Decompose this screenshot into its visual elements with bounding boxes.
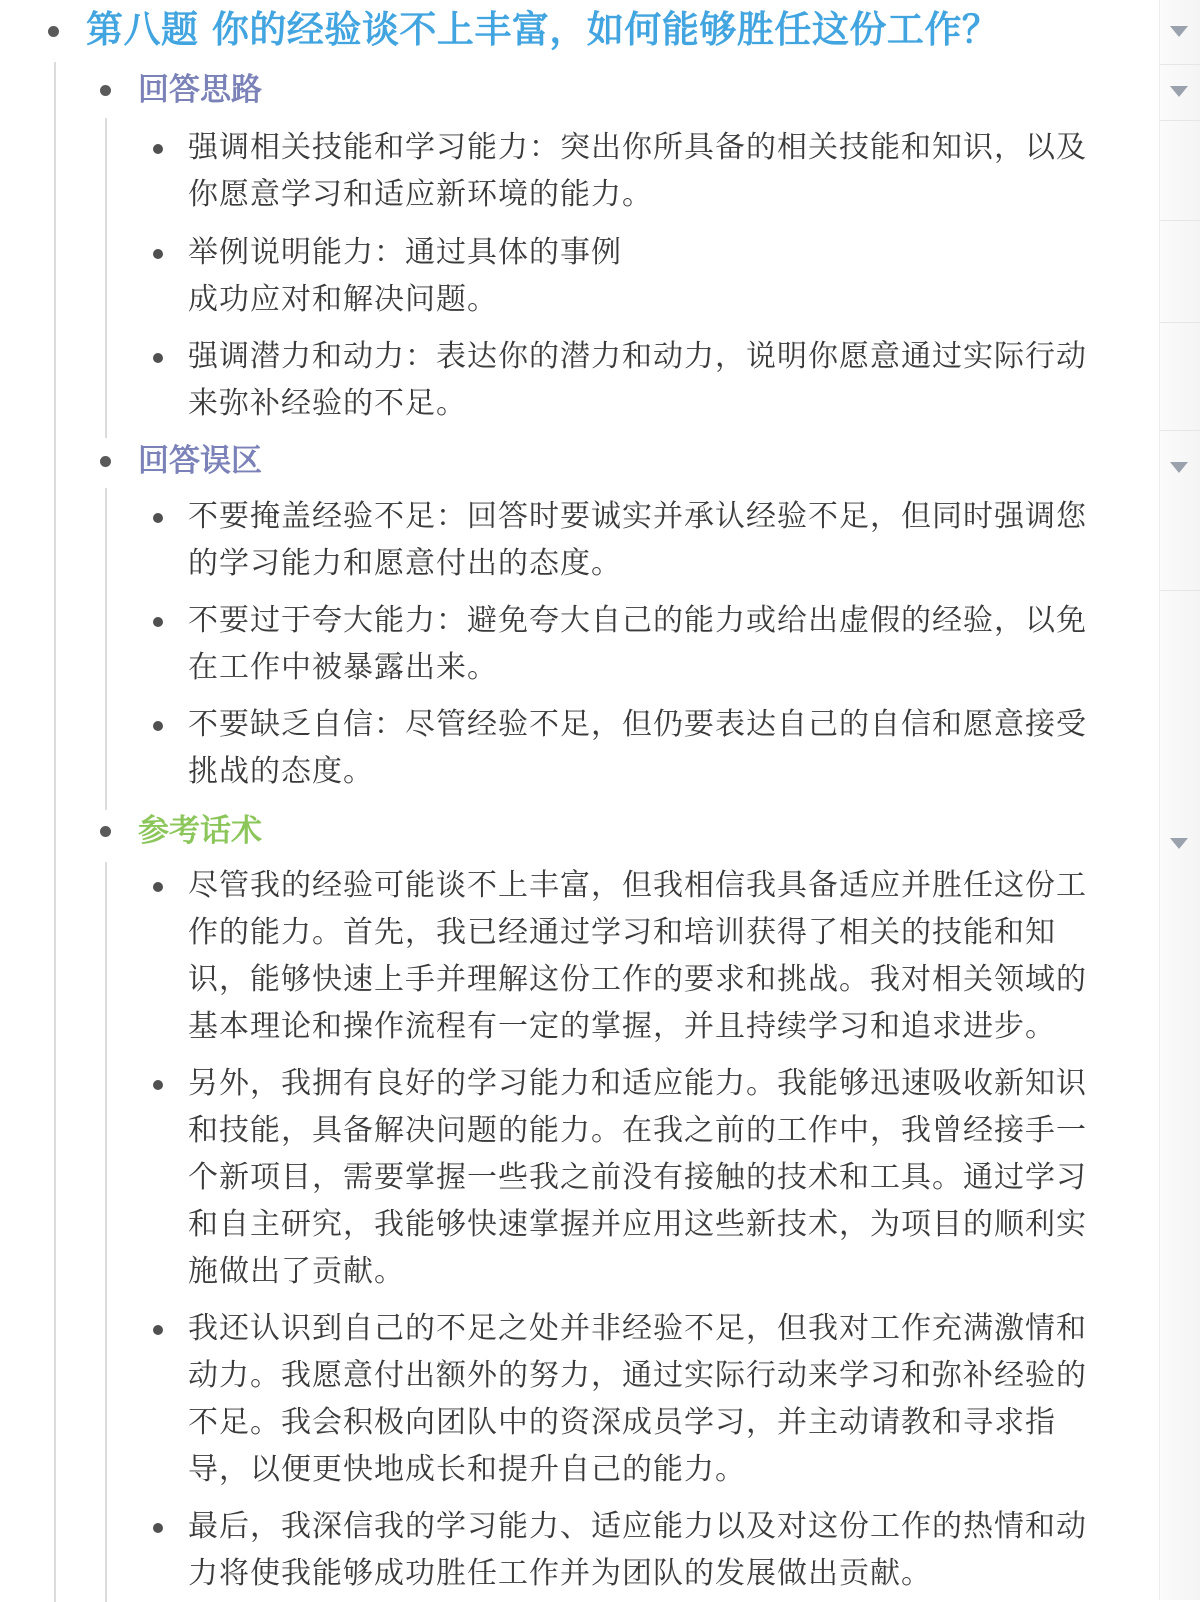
collapse-question-toggle-icon[interactable] [1170,26,1188,37]
gutter-divider [1160,430,1200,431]
tree-guide-line [105,488,107,810]
collapse-section-2-toggle-icon[interactable] [1170,462,1188,473]
section-bullet [100,826,111,837]
gutter-divider [1160,120,1200,121]
list-item-continuation: 成功应对和解决问题。 [188,282,498,317]
list-item[interactable]: 不要掩盖经验不足：回答时要诚实并承认经验不足，但同时强调您的学习能力和愿意付出的态度。 [188,499,1087,581]
tree-guide-line [105,118,107,438]
collapse-section-1-toggle-icon[interactable] [1170,86,1188,97]
list-item[interactable]: 强调相关技能和学习能力：突出你所具备的相关技能和知识，以及你愿意学习和适应新环境的能力。 [188,130,1087,212]
tree-guide-line [54,62,56,1602]
section-bullet [100,456,111,467]
item-bullet [153,1080,163,1090]
item-bullet [153,513,163,523]
list-item[interactable]: 尽管我的经验可能谈不上丰富，但我相信我具备适应并胜任这份工作的能力。首先，我已经通过学习和培训获得了相关的技能和知识，能够快速上手并理解这份工作的要求和挑战。我对相关领域的基本理论和操作流程有一定的掌握，并且持续学习和追求进步。 [188,868,1087,1044]
item-bullet [153,353,163,363]
item-bullet [153,144,163,154]
item-bullet [153,882,163,892]
item-bullet [153,617,163,627]
item-bullet [153,249,163,259]
outline-gutter [1159,0,1200,1600]
gutter-divider [1160,220,1200,221]
section-title-answer-pitfalls[interactable]: 回答误区 [138,443,262,479]
collapse-section-3-toggle-icon[interactable] [1170,838,1188,849]
gutter-divider [1160,590,1200,591]
tree-guide-line [105,862,107,1602]
list-item[interactable]: 举例说明能力：通过具体的事例 [188,235,622,270]
item-bullet [153,721,163,731]
list-item[interactable]: 不要缺乏自信：尽管经验不足，但仍要表达自己的自信和愿意接受挑战的态度。 [188,707,1087,789]
item-bullet [153,1523,163,1533]
question-title[interactable]: 第八题 你的经验谈不上丰富，如何能够胜任这份工作？ [86,8,1000,51]
section-title-answer-approach[interactable]: 回答思路 [138,72,262,108]
section-bullet [100,85,111,96]
gutter-divider [1160,322,1200,323]
item-bullet [153,1325,163,1335]
question-bullet [48,26,59,37]
list-item[interactable]: 另外，我拥有良好的学习能力和适应能力。我能够迅速吸收新知识和技能，具备解决问题的能力。在我之前的工作中，我曾经接手一个新项目，需要掌握一些我之前没有接触的技术和工具。通过学习和自主研究，我能够快速掌握并应用这些新技术，为项目的顺利实施做出了贡献。 [188,1066,1087,1289]
list-item[interactable]: 我还认识到自己的不足之处并非经验不足，但我对工作充满激情和动力。我愿意付出额外的努力，通过实际行动来学习和弥补经验的不足。我会积极向团队中的资深成员学习，并主动请教和寻求指导，以便更快地成长和提升自己的能力。 [188,1311,1087,1487]
section-title-reference-script[interactable]: 参考话术 [138,813,262,849]
list-item[interactable]: 不要过于夸大能力：避免夸大自己的能力或给出虚假的经验，以免在工作中被暴露出来。 [188,603,1087,685]
gutter-divider [1160,64,1200,65]
list-item[interactable]: 强调潜力和动力：表达你的潜力和动力，说明你愿意通过实际行动来弥补经验的不足。 [188,339,1087,421]
list-item[interactable]: 最后，我深信我的学习能力、适应能力以及对这份工作的热情和动力将使我能够成功胜任工作并为团队的发展做出贡献。 [188,1509,1087,1591]
